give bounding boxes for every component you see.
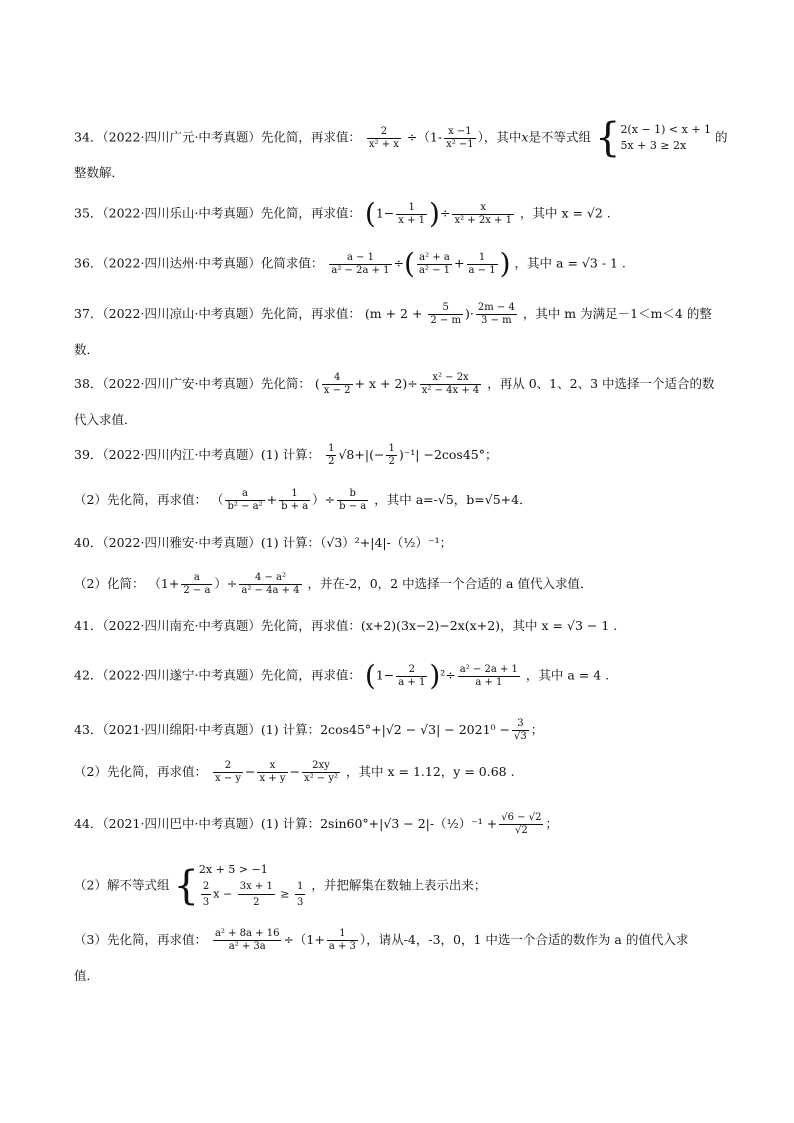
question-40-2: （2）化简： （1+ $\frac{a}{2 - a}$ ）÷ $\frac{\text{4 − a²}}{\text{a² − 4a + 4}}$ ，并在-2，0，2 中选择一个合适的 a 值代入求值． (74, 572, 593, 596)
question-44: 44．（2021·四川巴中·中考真题）(1) 计算：2sin60°+|√3 − 2|-（½）⁻¹ + $\frac{√6 - √2}{√2}$ ； (74, 812, 558, 836)
question-38: 38．（2022·四川广安·中考真题）先化简： ( $\frac{4}{x - 2}$ + x + 2)÷ $\frac{\text{x² − 2x}}{\text{x² − 4x + 4}}$ ，再从 0、1、2、3 中选择一个适合的数 (74, 372, 715, 396)
question-37: 37．（2022·四川凉山·中考真题）先化简，再求值： (m + 2 + $\frac{5}{2 - m}$ )· $\frac{2m - 4}{3 - m}$ ，其中 m 为满足－1＜m＜4 的整 (74, 302, 712, 326)
question-40: 40．（2022·四川雅安·中考真题）(1) 计算：（√3）²+|4|-（½）⁻¹； (74, 535, 453, 550)
inequality-system: 2x + 5 > −1 $\frac{2}{3}$ x − $\frac{3x + 1}{2}$ ≥ $\frac{1}{3}$ (198, 863, 304, 908)
inequality-system: 2(x − 1) < x + 1 5x + 3 ≥ 2x (620, 122, 712, 152)
question-35: 35．（2022·四川乐山·中考真题）先化简，再求值： (1− $\frac{1}{x + 1}$ )÷ $\frac{x}{\text{x² + 2x + 1}}$ ，其中 x = √2 . (74, 197, 611, 230)
question-39-2: （2）先化简，再求值： （ $\frac{a}{\text{b² − a²}}$ + $\frac{1}{b + a}$ ）÷ $\frac{b}{b - a}$ ，其中 a=-√5，b=√5+4． (74, 488, 532, 512)
question-39: 39．（2022·四川内江·中考真题）(1) 计算： $\frac{1}{2}$ √8+|(− $\frac{1}{2}$ )⁻¹| −2cos45°； (74, 443, 498, 467)
question-44-2: （2）解不等式组 {2x + 5 > −1 $\frac{2}{3}$ x − $\frac{3x + 1}{2}$ ≥ $\frac{1}{3}$ ，并把解集在数轴上表示出来； (74, 862, 487, 909)
question-44-3: （3）先化简，再求值： $\frac{\text{a² + 8a + 16}}{\text{a² + 3a}}$ ÷（1+ $\frac{1}{a + 3}$ ），请从-4，-3，0，1 中选一个合适的数作为 a 的值代入求 (74, 928, 689, 952)
question-34-cont: 整数解． (74, 165, 125, 180)
question-42: 42．（2022·四川遂宁·中考真题）先化简，再求值： (1− $\frac{2}{a + 1}$ )²÷ $\frac{\text{a² − 2a + 1}}{a + 1}$ ，其中 a = 4 . (74, 659, 610, 692)
question-41: 41．（2022·四川南充·中考真题）先化简，再求值：(x+2)(3x−2)−2x(x+2)，其中 x = √3 − 1 . (74, 618, 618, 633)
fraction: $\frac{2}{\text{x² + x}}$ (368, 125, 399, 150)
question-34: 34．（2022·四川广元·中考真题）先化简，再求值： $\frac{2}{\text{x² + x}}$ ÷（1- $\frac{x -1}{\text{x² −1}}$ ），其中x是不等式组 {2(x − 1) < x + 1 5x + 3 ≥ 2x 的 (74, 115, 728, 161)
question-43-2: （2）先化简，再求值： $\frac{2}{x - y}$ − $\frac{x}{x + y}$ − $\frac{2xy}{\text{x² − y²}}$ ，其中 x = 1.12，y = 0.68 . (74, 760, 515, 784)
question-43: 43．（2021·四川绵阳·中考真题）(1) 计算：2cos45°+|√2 − √3| − 2021⁰ − $\frac{3}{√3}$ ； (74, 718, 544, 742)
question-36: 36．（2022·四川达州·中考真题）化简求值： $\frac{a - 1}{\text{a² − 2a + 1}}$ ÷( $\frac{\text{a² + a}}{\text{a² − 1}}$ + $\frac{1}{a - 1}$ ) ，其中 a = √3 - 1 . (74, 247, 626, 280)
